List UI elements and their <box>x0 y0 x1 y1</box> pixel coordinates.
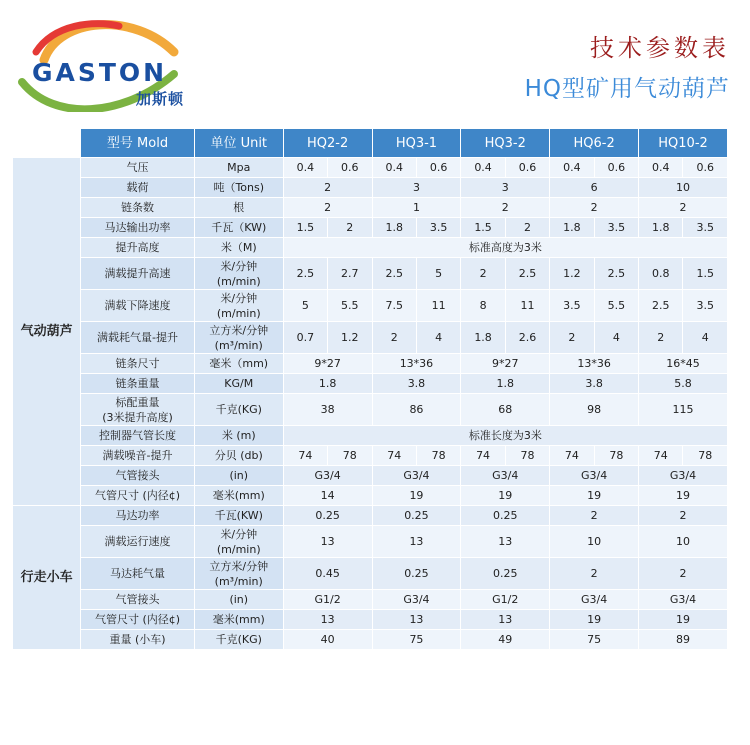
value-cell: 2 <box>505 218 549 238</box>
row-label <box>81 218 195 238</box>
value-cell: 78 <box>505 446 549 466</box>
row-unit-line: 立方米/分钟 <box>209 559 269 573</box>
value-cell: 2 <box>283 178 372 198</box>
value-cell: 2 <box>461 258 505 290</box>
row-unit <box>194 590 283 610</box>
value-cell: 10 <box>639 526 728 558</box>
row-label-line: 控制器气管长度 <box>99 429 176 442</box>
value-cell: 74 <box>372 446 416 466</box>
value-cell: G3/4 <box>550 590 639 610</box>
value-cell: 1 <box>372 198 461 218</box>
row-unit-line: (m/min) <box>216 542 261 556</box>
row-label-line: 链条重量 <box>115 377 160 390</box>
section-label: 行走小车 <box>13 506 81 650</box>
value-cell: 5.5 <box>594 290 638 322</box>
value-cell: 74 <box>283 446 327 466</box>
value-cell: 0.25 <box>461 506 550 526</box>
table-row <box>13 374 728 394</box>
row-unit-line: 毫米（mm) <box>209 357 269 370</box>
row-label <box>81 426 195 446</box>
value-cell: 38 <box>283 394 372 426</box>
value-cell: 14 <box>283 486 372 506</box>
value-cell: 3.8 <box>550 374 639 394</box>
value-cell: 13 <box>283 526 372 558</box>
value-cell: 86 <box>372 394 461 426</box>
section-label: 气动葫芦 <box>13 158 81 506</box>
value-cell: G3/4 <box>372 466 461 486</box>
row-unit-line: 米/分钟 <box>220 291 258 305</box>
value-cell: 0.6 <box>505 158 549 178</box>
value-cell: 19 <box>372 486 461 506</box>
row-unit <box>194 486 283 506</box>
row-label-line: 气管尺寸 (内径¢) <box>94 613 181 626</box>
row-unit <box>194 158 283 178</box>
row-unit-line: 米 (m) <box>221 429 256 442</box>
value-cell: 98 <box>550 394 639 426</box>
table-row <box>13 354 728 374</box>
table-row <box>13 178 728 198</box>
value-cell: 2.5 <box>372 258 416 290</box>
value-cell: 19 <box>639 610 728 630</box>
value-cell: 9*27 <box>461 354 550 374</box>
header-model-name: HQ10-2 <box>639 129 728 158</box>
row-unit-line: 千克(KG) <box>215 633 262 646</box>
value-cell: G3/4 <box>639 466 728 486</box>
value-cell: G1/2 <box>461 590 550 610</box>
row-unit <box>194 290 283 322</box>
row-unit-line: (in) <box>229 469 249 482</box>
row-label-line: 重量 (小车) <box>109 633 166 646</box>
row-unit <box>194 610 283 630</box>
value-cell: 0.4 <box>461 158 505 178</box>
value-cell: 6 <box>550 178 639 198</box>
value-cell: 13 <box>461 526 550 558</box>
value-cell: 0.4 <box>372 158 416 178</box>
header-model-name: HQ3-1 <box>372 129 461 158</box>
row-label <box>81 158 195 178</box>
value-cell: 2.5 <box>283 258 327 290</box>
value-cell: G3/4 <box>639 590 728 610</box>
value-cell: G3/4 <box>461 466 550 486</box>
value-cell: 78 <box>594 446 638 466</box>
value-cell: 78 <box>416 446 460 466</box>
value-cell-span: 标准高度为3米 <box>283 238 727 258</box>
value-cell: 3.5 <box>683 218 728 238</box>
value-cell: G3/4 <box>283 466 372 486</box>
value-cell: 115 <box>639 394 728 426</box>
row-unit-line: (m/min) <box>216 274 261 288</box>
value-cell: 5.5 <box>328 290 372 322</box>
header-model: 型号 Mold <box>81 129 195 158</box>
row-label-line: 满载提升高速 <box>104 267 171 280</box>
value-cell: 13 <box>372 526 461 558</box>
value-cell: 2 <box>550 198 639 218</box>
header-model-name: HQ3-2 <box>461 129 550 158</box>
row-label-line: 气管尺寸 (内径¢) <box>94 489 181 502</box>
value-cell: 5 <box>416 258 460 290</box>
value-cell: 1.8 <box>639 218 683 238</box>
table-row <box>13 630 728 650</box>
table-header-row <box>13 129 728 158</box>
row-unit-line: (in) <box>229 593 249 606</box>
row-label <box>81 486 195 506</box>
value-cell-span: 标准长度为3米 <box>283 426 727 446</box>
value-cell: 0.4 <box>283 158 327 178</box>
value-cell: 0.6 <box>416 158 460 178</box>
value-cell: 2 <box>328 218 372 238</box>
row-unit <box>194 238 283 258</box>
row-unit <box>194 558 283 590</box>
value-cell: 0.25 <box>461 558 550 590</box>
value-cell: 2.5 <box>505 258 549 290</box>
row-unit-line: 千瓦（KW) <box>211 221 267 234</box>
table-row <box>13 238 728 258</box>
row-label <box>81 558 195 590</box>
value-cell: 74 <box>550 446 594 466</box>
row-unit-line: 毫米(mm) <box>212 613 265 626</box>
value-cell: 1.8 <box>461 322 505 354</box>
row-unit <box>194 322 283 354</box>
row-unit <box>194 258 283 290</box>
row-unit <box>194 178 283 198</box>
value-cell: G1/2 <box>283 590 372 610</box>
value-cell: G3/4 <box>550 466 639 486</box>
row-label <box>81 238 195 258</box>
row-label <box>81 178 195 198</box>
spec-table <box>12 128 728 650</box>
value-cell: 75 <box>372 630 461 650</box>
row-unit-line: 分贝 (db) <box>214 449 263 462</box>
value-cell: 10 <box>550 526 639 558</box>
row-unit <box>194 374 283 394</box>
value-cell: 1.5 <box>683 258 728 290</box>
row-unit <box>194 426 283 446</box>
value-cell: 5.8 <box>639 374 728 394</box>
table-row <box>13 258 728 290</box>
value-cell: 3 <box>372 178 461 198</box>
row-label <box>81 590 195 610</box>
row-label <box>81 394 195 426</box>
table-row <box>13 526 728 558</box>
value-cell: 11 <box>416 290 460 322</box>
value-cell: 2 <box>639 558 728 590</box>
value-cell: 49 <box>461 630 550 650</box>
row-unit-line: KG/M <box>224 377 254 390</box>
row-label-line: 标配重量 <box>115 395 160 409</box>
row-label <box>81 374 195 394</box>
row-unit-line: (m³/min) <box>214 338 263 352</box>
value-cell: 74 <box>639 446 683 466</box>
row-unit <box>194 506 283 526</box>
header-model-name: HQ2-2 <box>283 129 372 158</box>
value-cell: 19 <box>550 486 639 506</box>
value-cell: 2.5 <box>594 258 638 290</box>
value-cell: 2 <box>639 198 728 218</box>
row-label <box>81 198 195 218</box>
value-cell: 2 <box>550 506 639 526</box>
row-label <box>81 610 195 630</box>
table-row <box>13 590 728 610</box>
row-label-line: 满载下降速度 <box>104 299 171 312</box>
row-label-line: 气压 <box>126 161 149 174</box>
row-label <box>81 354 195 374</box>
row-unit-line: (m/min) <box>216 306 261 320</box>
row-unit-line: 千克(KG) <box>215 403 262 416</box>
row-label-line: 马达耗气量 <box>110 567 165 580</box>
value-cell: 13 <box>372 610 461 630</box>
value-cell: 13*36 <box>550 354 639 374</box>
value-cell: 0.25 <box>283 506 372 526</box>
value-cell: 78 <box>328 446 372 466</box>
value-cell: 1.2 <box>328 322 372 354</box>
value-cell: 13 <box>461 610 550 630</box>
value-cell: 2.5 <box>639 290 683 322</box>
row-label-line: 链条数 <box>121 201 154 214</box>
brand-name: GASTON <box>32 58 168 87</box>
value-cell: 7.5 <box>372 290 416 322</box>
row-label-line: 满载耗气量-提升 <box>97 331 178 344</box>
row-label-line: 满载噪音-提升 <box>102 449 173 462</box>
table-row <box>13 558 728 590</box>
row-unit <box>194 446 283 466</box>
value-cell: 1.8 <box>550 218 594 238</box>
table-row <box>13 610 728 630</box>
row-unit-line: 千瓦(KW) <box>214 509 263 522</box>
row-unit <box>194 630 283 650</box>
brand-name-cn: 加斯顿 <box>136 90 185 108</box>
page-subtitle: HQ型矿用气动葫芦 <box>524 76 730 102</box>
row-label-line: (3米提升高度) <box>102 410 173 424</box>
value-cell: 0.45 <box>283 558 372 590</box>
value-cell: 19 <box>639 486 728 506</box>
value-cell: 3 <box>461 178 550 198</box>
table-row <box>13 218 728 238</box>
header-unit: 单位 Unit <box>194 129 283 158</box>
table-row <box>13 394 728 426</box>
brand-logo <box>14 12 204 112</box>
value-cell: 10 <box>639 178 728 198</box>
row-label-line: 气管接头 <box>115 593 160 606</box>
value-cell: 1.8 <box>372 218 416 238</box>
table-row <box>13 466 728 486</box>
value-cell: 68 <box>461 394 550 426</box>
value-cell: 3.5 <box>683 290 728 322</box>
value-cell: 13 <box>283 610 372 630</box>
row-unit <box>194 466 283 486</box>
value-cell: 16*45 <box>639 354 728 374</box>
value-cell: 13*36 <box>372 354 461 374</box>
value-cell: 1.2 <box>550 258 594 290</box>
value-cell: 19 <box>461 486 550 506</box>
row-label <box>81 322 195 354</box>
value-cell: 9*27 <box>283 354 372 374</box>
table-row <box>13 506 728 526</box>
row-unit <box>194 218 283 238</box>
row-unit-line: 立方米/分钟 <box>209 323 269 337</box>
table-body <box>13 158 728 650</box>
value-cell: 1.5 <box>283 218 327 238</box>
header-model-name: HQ6-2 <box>550 129 639 158</box>
value-cell: 2 <box>372 322 416 354</box>
row-unit-line: 根 <box>233 201 245 214</box>
value-cell: 2 <box>550 322 594 354</box>
value-cell: 75 <box>550 630 639 650</box>
row-unit <box>194 526 283 558</box>
value-cell: 19 <box>550 610 639 630</box>
table-row <box>13 446 728 466</box>
value-cell: 78 <box>683 446 728 466</box>
header-corner <box>13 129 81 158</box>
value-cell: 3.5 <box>416 218 460 238</box>
value-cell: 2 <box>639 322 683 354</box>
value-cell: 1.5 <box>461 218 505 238</box>
value-cell: 1.8 <box>283 374 372 394</box>
value-cell: 0.25 <box>372 506 461 526</box>
row-label <box>81 526 195 558</box>
value-cell: 2 <box>283 198 372 218</box>
value-cell: 0.8 <box>639 258 683 290</box>
row-label-line: 马达功率 <box>115 509 160 522</box>
row-label <box>81 630 195 650</box>
value-cell: 2 <box>461 198 550 218</box>
row-unit-line: Mpa <box>227 161 251 174</box>
row-label-line: 气管接头 <box>115 469 160 482</box>
value-cell: 3.8 <box>372 374 461 394</box>
value-cell: 11 <box>505 290 549 322</box>
value-cell: 2.6 <box>505 322 549 354</box>
page-title: 技术参数表 <box>590 34 730 62</box>
value-cell: 2 <box>550 558 639 590</box>
row-label-line: 提升高度 <box>115 241 160 254</box>
row-unit-line: (m³/min) <box>214 574 263 588</box>
row-label <box>81 466 195 486</box>
table-row <box>13 322 728 354</box>
row-unit <box>194 354 283 374</box>
row-label <box>81 258 195 290</box>
row-label <box>81 446 195 466</box>
row-label-line: 载荷 <box>126 181 149 194</box>
table-row <box>13 158 728 178</box>
value-cell: 4 <box>416 322 460 354</box>
value-cell: 0.25 <box>372 558 461 590</box>
row-label-line: 马达输出功率 <box>104 221 171 234</box>
row-label <box>81 290 195 322</box>
value-cell: 4 <box>594 322 638 354</box>
row-label-line: 链条尺寸 <box>115 357 160 370</box>
value-cell: 0.7 <box>283 322 327 354</box>
value-cell: 3.5 <box>594 218 638 238</box>
table-row <box>13 426 728 446</box>
value-cell: 0.6 <box>594 158 638 178</box>
value-cell: 0.6 <box>683 158 728 178</box>
value-cell: 3.5 <box>550 290 594 322</box>
value-cell: 89 <box>639 630 728 650</box>
value-cell: G3/4 <box>372 590 461 610</box>
value-cell: 2 <box>639 506 728 526</box>
row-unit <box>194 394 283 426</box>
table-row <box>13 486 728 506</box>
row-unit-line: 吨（Tons) <box>213 181 265 194</box>
row-unit-line: 毫米(mm) <box>212 489 265 502</box>
value-cell: 0.4 <box>550 158 594 178</box>
table-row <box>13 198 728 218</box>
value-cell: 4 <box>683 322 728 354</box>
value-cell: 40 <box>283 630 372 650</box>
row-label <box>81 506 195 526</box>
row-unit-line: 米/分钟 <box>220 259 258 273</box>
value-cell: 8 <box>461 290 505 322</box>
row-label-line: 满载运行速度 <box>104 535 171 548</box>
value-cell: 2.7 <box>328 258 372 290</box>
row-unit-line: 米（M) <box>220 241 257 254</box>
value-cell: 74 <box>461 446 505 466</box>
value-cell: 0.4 <box>639 158 683 178</box>
table-row <box>13 290 728 322</box>
value-cell: 0.6 <box>328 158 372 178</box>
row-unit-line: 米/分钟 <box>220 527 258 541</box>
value-cell: 1.8 <box>461 374 550 394</box>
row-unit <box>194 198 283 218</box>
value-cell: 5 <box>283 290 327 322</box>
